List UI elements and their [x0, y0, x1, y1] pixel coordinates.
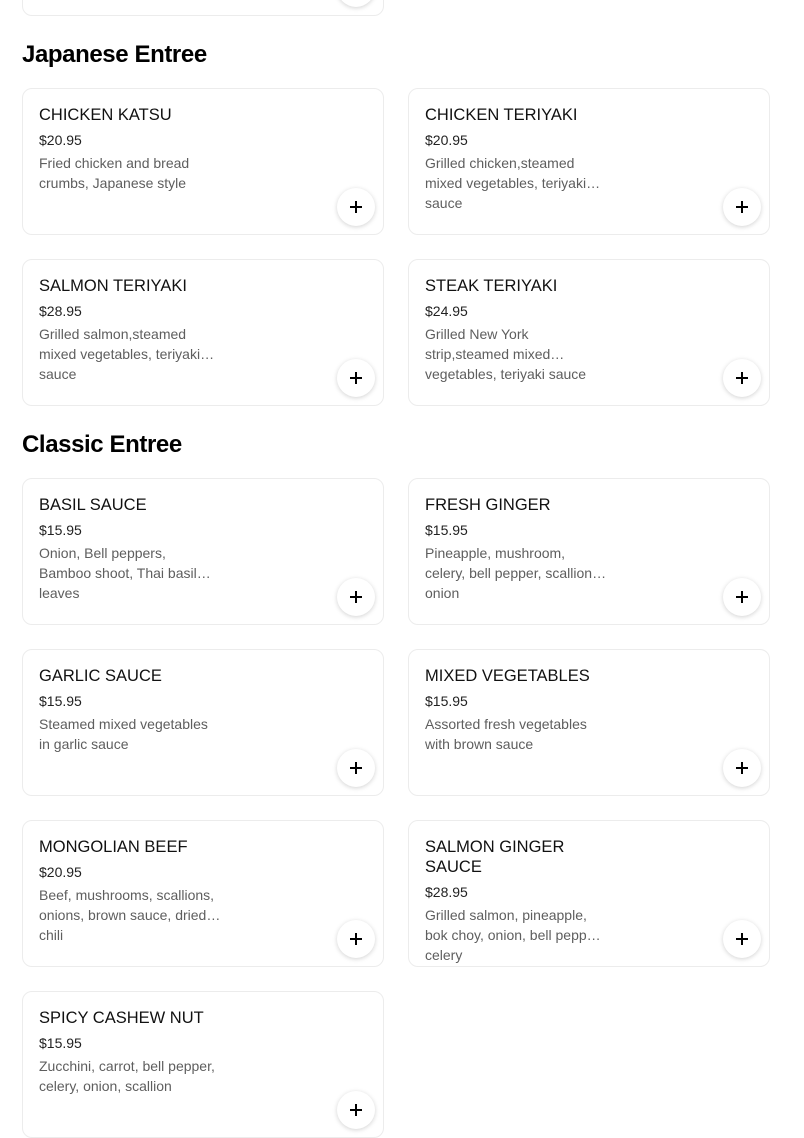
item-description: Zucchini, carrot, bell pepper, celery, onion, scallion [39, 1058, 215, 1094]
item-price: $15.95 [425, 522, 468, 538]
add-item-button[interactable] [337, 749, 375, 787]
add-item-button[interactable] [337, 920, 375, 958]
item-description: Fried chicken and bread crumbs, Japanese style [39, 155, 190, 191]
item-description: Grilled salmon, pineapple, bok choy, onion, bell pepper, celery [425, 907, 603, 963]
add-item-button[interactable] [337, 359, 375, 397]
section-title-classic-entree: Classic Entree [22, 431, 182, 458]
item-name: FRESH GINGER [425, 496, 551, 514]
item-price: $20.95 [39, 132, 82, 148]
item-name: GARLIC SAUCE [39, 667, 162, 685]
add-item-button[interactable] [723, 920, 761, 958]
item-price: $15.95 [39, 1035, 82, 1051]
item-name: CHICKEN TERIYAKI [425, 106, 578, 124]
menu-item-card[interactable] [408, 259, 770, 406]
add-item-button[interactable] [723, 578, 761, 616]
plus-icon [736, 933, 748, 945]
section-title-japanese-entree: Japanese Entree [22, 41, 207, 68]
menu-item-card[interactable] [22, 991, 384, 1138]
plus-icon [736, 372, 748, 384]
item-price: $15.95 [425, 693, 468, 709]
item-description: Pineapple, mushroom, celery, bell pepper, scallion, onion [425, 545, 596, 601]
item-description: Grilled chicken,steamed mixed vegetables, teriyaki sauce [425, 155, 587, 211]
plus-icon [350, 591, 362, 603]
item-price: $15.95 [39, 693, 82, 709]
item-description: Grilled salmon,steamed mixed vegetables, teriyaki sauce [39, 326, 201, 382]
add-item-button[interactable] [723, 749, 761, 787]
plus-icon [350, 1104, 362, 1116]
item-name: SALMON TERIYAKI [39, 277, 187, 295]
item-price: $28.95 [425, 884, 468, 900]
item-price: $20.95 [39, 864, 82, 880]
menu-item-card[interactable] [408, 649, 770, 796]
menu-item-card[interactable] [22, 649, 384, 796]
add-item-button[interactable] [337, 188, 375, 226]
menu-item-card[interactable] [22, 88, 384, 235]
item-price: $28.95 [39, 303, 82, 319]
item-description: Assorted fresh vegetables with brown sauce [425, 716, 587, 752]
plus-icon [350, 372, 362, 384]
menu-item-card[interactable] [408, 88, 770, 235]
item-name: CHICKEN KATSU [39, 106, 172, 124]
menu-item-card-partial[interactable] [22, 0, 384, 16]
item-name: MIXED VEGETABLES [425, 667, 590, 685]
add-item-button[interactable] [337, 0, 375, 7]
item-description: Onion, Bell peppers, Bamboo shoot, Thai basil leaves [39, 545, 197, 601]
item-name: SPICY CASHEW NUT [39, 1009, 204, 1027]
menu-item-card[interactable] [22, 259, 384, 406]
plus-icon [736, 201, 748, 213]
menu-item-card[interactable] [408, 820, 770, 967]
plus-icon [350, 933, 362, 945]
item-price: $15.95 [39, 522, 82, 538]
item-name: SALMON GINGER SAUCE [425, 838, 565, 876]
menu-item-card[interactable] [22, 478, 384, 625]
plus-icon [736, 591, 748, 603]
add-item-button[interactable] [337, 578, 375, 616]
item-price: $20.95 [425, 132, 468, 148]
menu-item-card[interactable] [22, 820, 384, 967]
item-description: Grilled New York strip,steamed mixed vegetables, teriyaki sauce [425, 326, 587, 382]
plus-icon [350, 762, 362, 774]
item-description: Steamed mixed vegetables in garlic sauce [39, 716, 208, 752]
add-item-button[interactable] [337, 1091, 375, 1129]
item-name: STEAK TERIYAKI [425, 277, 558, 295]
item-name: BASIL SAUCE [39, 496, 147, 514]
add-item-button[interactable] [723, 188, 761, 226]
item-price: $24.95 [425, 303, 468, 319]
item-name: MONGOLIAN BEEF [39, 838, 188, 856]
plus-icon [350, 201, 362, 213]
add-item-button[interactable] [723, 359, 761, 397]
menu-item-card[interactable] [408, 478, 770, 625]
item-description: Beef, mushrooms, scallions, onions, brown sauce, dried chili [39, 887, 215, 943]
plus-icon [736, 762, 748, 774]
